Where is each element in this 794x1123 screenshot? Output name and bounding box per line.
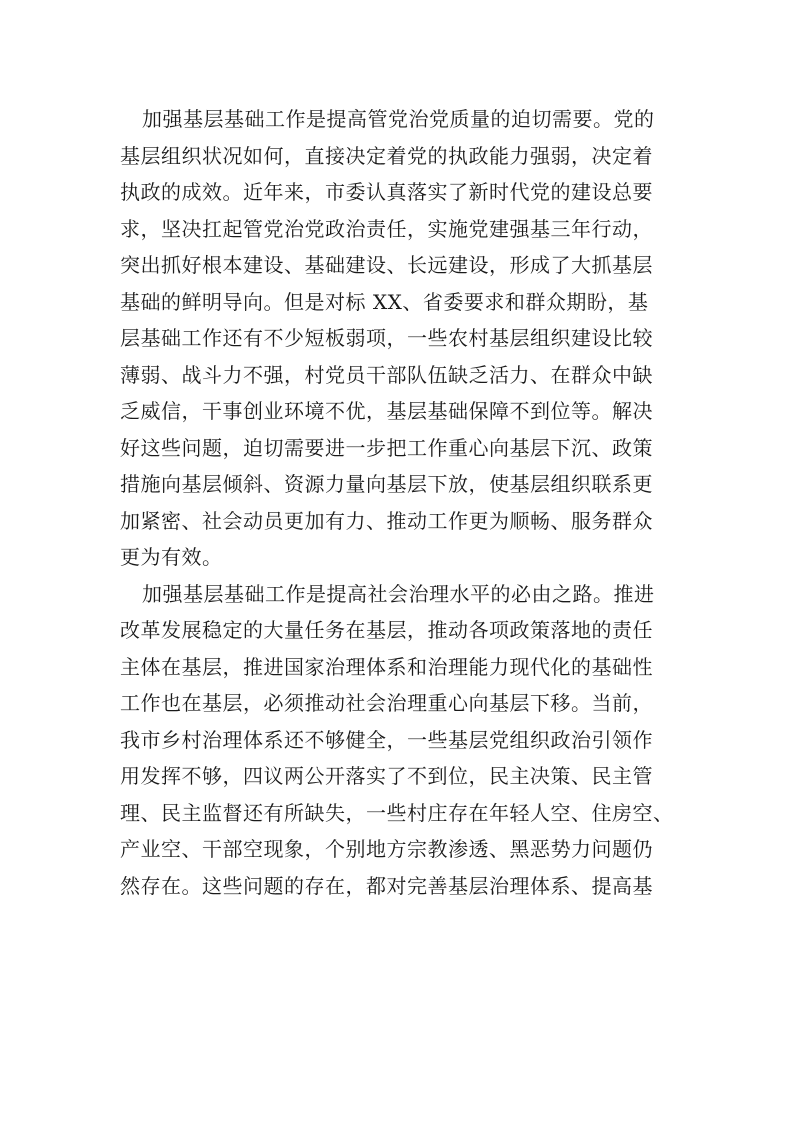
paragraph-1-line: 层基础工作还有不少短板弱项，一些农村基层组织建设比较 xyxy=(120,326,653,350)
paragraph-1-line: 基础的鲜明导向。但是对标 XX、省委要求和群众期盼，基 xyxy=(120,289,649,314)
paragraph-2-line: 用发挥不够，四议两公开落实了不到位，民主决策、民主管 xyxy=(120,764,653,788)
paragraph-1-line: 执政的成效。近年来，市委认真落实了新时代党的建设总要 xyxy=(120,180,653,204)
paragraph-1-line: 求，坚决扛起管党治党政治责任，实施党建强基三年行动， xyxy=(120,216,653,241)
paragraph-1-line: 乏威信，干事创业环境不优，基层基础保障不到位等。解决 xyxy=(120,399,653,423)
paragraph-1-line: 加强基层基础工作是提高管党治党质量的迫切需要。党的 xyxy=(142,107,655,131)
paragraph-2-line: 理、民主监督还有所缺失，一些村庄存在年轻人空、住房空、 xyxy=(120,800,674,825)
paragraph-1-line: 更为有效。 xyxy=(120,545,223,569)
paragraph-2-line: 我市乡村治理体系还不够健全，一些基层党组织政治引领作 xyxy=(120,727,653,752)
paragraph-1-line: 加紧密、社会动员更加有力、推动工作更为顺畅、服务群众 xyxy=(120,508,653,533)
paragraph-1-line: 突出抓好根本建设、基础建设、长远建设，形成了大抓基层 xyxy=(120,253,653,277)
paragraph-1-line: 薄弱、战斗力不强，村党员干部队伍缺乏活力、在群众中缺 xyxy=(120,362,653,387)
paragraph-2-line: 产业空、干部空现象，个别地方宗教渗透、黑恶势力问题仍 xyxy=(120,837,653,861)
body-text xyxy=(120,101,680,904)
paragraph-2-line: 改革发展稳定的大量任务在基层，推动各项政策落地的责任 xyxy=(120,618,653,642)
paragraph-2-line: 主体在基层，推进国家治理体系和治理能力现代化的基础性 xyxy=(120,654,653,679)
paragraph-2-line: 工作也在基层，必须推动社会治理重心向基层下移。当前， xyxy=(120,691,653,715)
paragraph-1-line: 措施向基层倾斜、资源力量向基层下放，使基层组织联系更 xyxy=(120,472,653,496)
paragraph-1-line: 基层组织状况如何，直接决定着党的执政能力强弱，决定着 xyxy=(120,143,653,168)
paragraph-1-line: 好这些问题，迫切需要进一步把工作重心向基层下沉、政策 xyxy=(120,435,653,460)
paragraph-2-line: 然存在。这些问题的存在，都对完善基层治理体系、提高基 xyxy=(120,873,653,898)
paragraph-2-line: 加强基层基础工作是提高社会治理水平的必由之路。推进 xyxy=(142,581,655,606)
